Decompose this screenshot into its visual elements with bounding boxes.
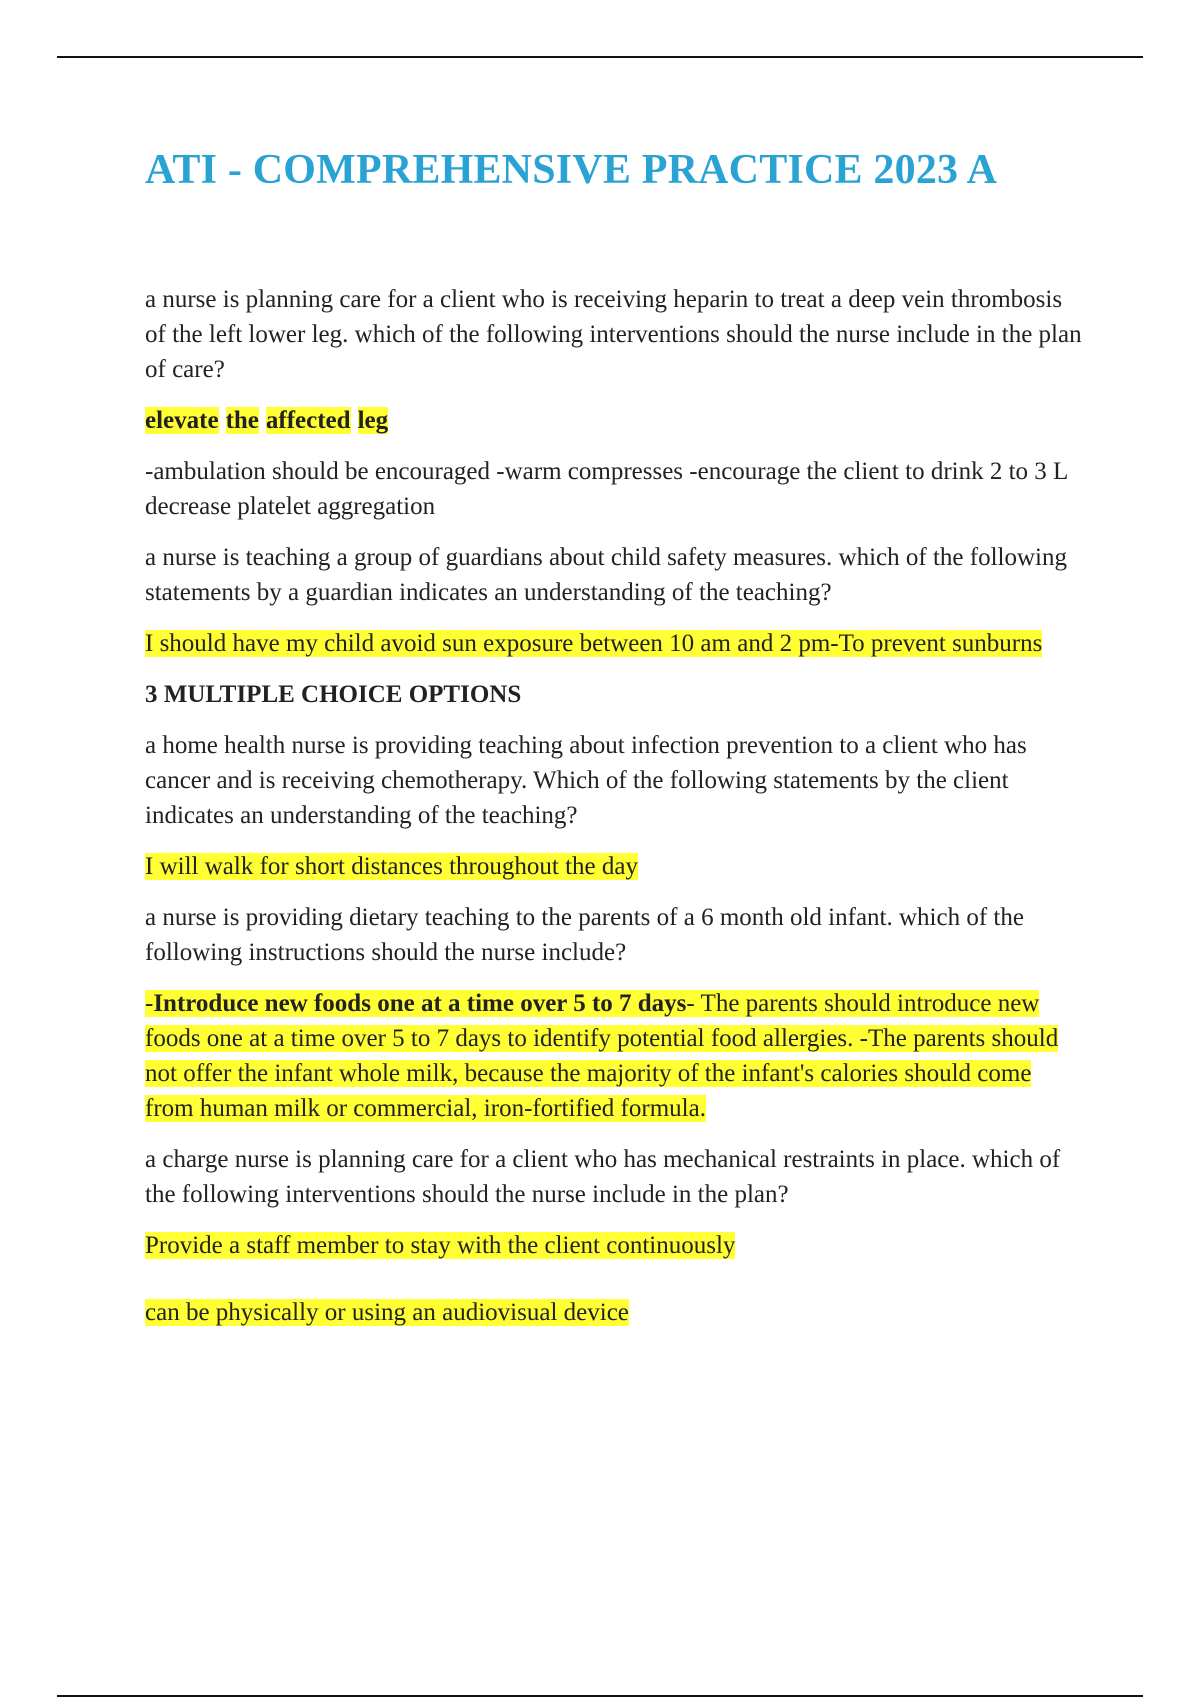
rationale-1: -ambulation should be encouraged -warm compresses -encourage the client to drink 2 to 3 L decrease platelet aggregation bbox=[145, 458, 1068, 520]
answer-2 bbox=[145, 626, 1085, 661]
answer-2-text: I should have my child avoid sun exposure between 10 am and 2 pm-To prevent sunburns bbox=[145, 630, 1043, 657]
question-2: a nurse is teaching a group of guardians about child safety measures. which of the following statements by a guardian indicates an understanding of the teaching? bbox=[145, 544, 1067, 606]
answer-4-bold: Introduce new foods one at a time over 5 to 7 days bbox=[153, 990, 687, 1017]
answer-3-text: I will walk for short distances throughout the day bbox=[145, 853, 638, 880]
section-heading: 3 MULTIPLE CHOICE OPTIONS bbox=[145, 681, 522, 708]
answer-3 bbox=[145, 849, 1085, 884]
answer-5 bbox=[145, 1228, 1085, 1263]
answer-1-word: the bbox=[225, 407, 259, 434]
answer-1 bbox=[145, 403, 1085, 438]
document-title: ATI - COMPREHENSIVE PRACTICE 2023 A bbox=[145, 147, 998, 193]
rationale-5-text: can be physically or using an audiovisual device bbox=[145, 1299, 629, 1326]
question-1: a nurse is planning care for a client who is receiving heparin to treat a deep vein thrombosis of the left lower leg. which of the following interventions should the nurse include in the plan of care? bbox=[145, 286, 1082, 383]
answer-4 bbox=[145, 986, 1085, 1126]
answer-4-rest: - The parents should introduce new foods one at a time over 5 to 7 days to identify potential food allergies. -The parents should not offer the infant whole milk, because the majority of the infant's calories should come from human milk or commercial, iron-fortified formula. bbox=[145, 990, 1059, 1122]
question-3: a home health nurse is providing teaching about infection prevention to a client who has cancer and is receiving chemotherapy. Which of the following statements by the client indicates an understanding of the teaching? bbox=[145, 732, 1027, 829]
answer-1-word: leg bbox=[357, 407, 389, 434]
top-rule bbox=[57, 56, 1143, 58]
answer-4-prefix: - bbox=[145, 990, 154, 1017]
bottom-rule bbox=[57, 1695, 1143, 1697]
answer-1-word: affected bbox=[265, 407, 351, 434]
document-body bbox=[145, 140, 1085, 1346]
answer-5-text: Provide a staff member to stay with the client continuously bbox=[145, 1232, 736, 1259]
question-4: a nurse is providing dietary teaching to the parents of a 6 month old infant. which of the following instructions should the nurse include? bbox=[145, 904, 1024, 966]
answer-1-word: elevate bbox=[145, 407, 219, 434]
rationale-5 bbox=[145, 1295, 1085, 1330]
question-5: a charge nurse is planning care for a client who has mechanical restraints in place. which of the following interventions should the nurse include in the plan? bbox=[145, 1146, 1061, 1208]
